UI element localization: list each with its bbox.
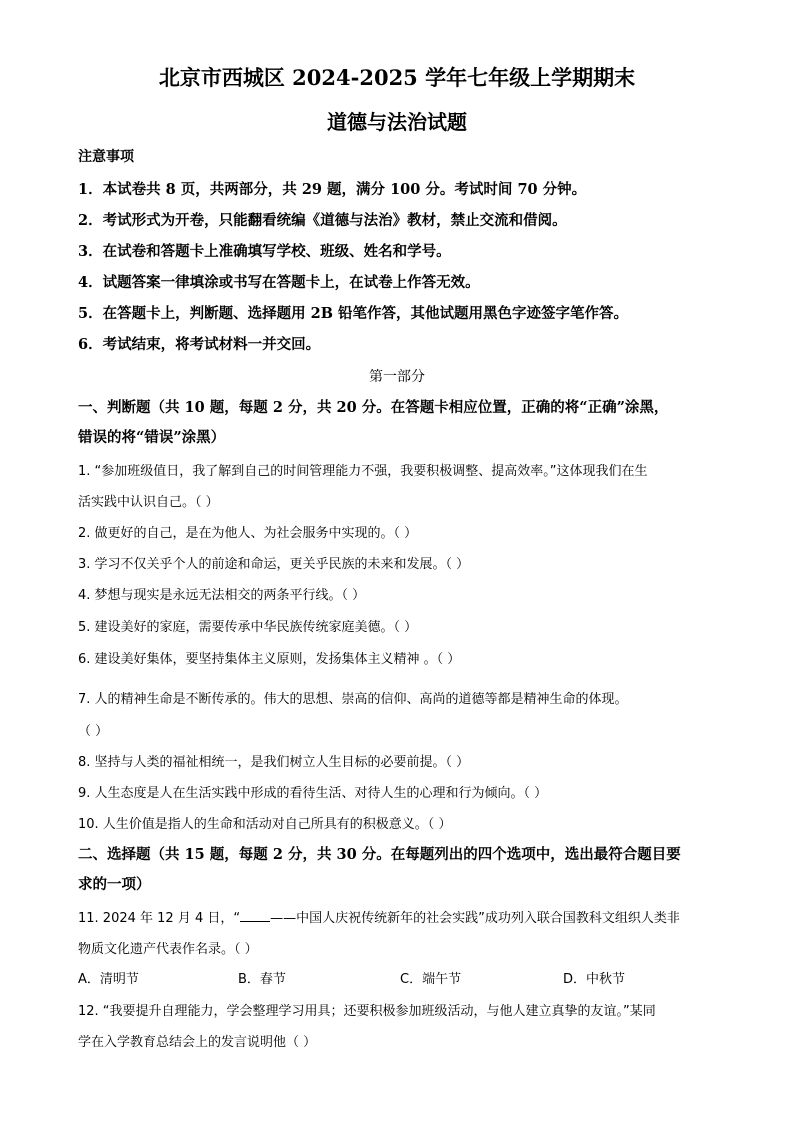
note-item: 1．本试卷共 8 页，共两部分，共 29 题，满分 100 分。考试时间 70 分钟。 (78, 181, 587, 198)
option-d: D．中秋节 (563, 972, 626, 987)
answer-blank (240, 909, 270, 922)
notes-heading: 注意事项 (78, 149, 134, 165)
note-item: 6．考试结束，将考试材料一并交回。 (78, 336, 321, 353)
question-4: 4. 梦想与现实是永远无法相交的两条平行线。（ ） (78, 588, 366, 603)
option-a: A．清明节 (78, 972, 139, 987)
section-two-heading-line2: 求的一项） (78, 876, 151, 893)
note-item: 3．在试卷和答题卡上准确填写学校、班级、姓名和学号。 (78, 243, 451, 260)
section-one-heading (78, 393, 723, 453)
section-two-heading (78, 840, 723, 900)
question-5: 5. 建设美好的家庭，需要传承中华民族传统家庭美德。（ ） (78, 620, 418, 635)
question-11-line1 (78, 907, 680, 926)
question-9: 9. 人生态度是人在生活实践中形成的看待生活、对待人生的心理和行为倾向。（ ） (78, 786, 548, 801)
section-one-heading-line2: 错误的将“错误”涂黑） (78, 429, 226, 446)
question-12-line1: 12. “我要提升自理能力，学会整理学习用具；还要积极参加班级活动，与他人建立真挚的友谊。”某同 (78, 1004, 656, 1019)
question-8: 8. 坚持与人类的福祉相统一，是我们树立人生目标的必要前提。（ ） (78, 755, 470, 770)
question-11-prefix: 11. 2024 年 12 月 4 日，“ (78, 911, 241, 926)
note-item: 2．考试形式为开卷，只能翻看统编《道德与法治》教材，禁止交流和借阅。 (78, 212, 567, 229)
option-b: B．春节 (238, 972, 286, 987)
question-7-line1: 7. 人的精神生命是不断传承的。伟大的思想、崇高的信仰、高尚的道德等都是精神生命的体现。 (78, 692, 628, 707)
question-7-line2: （ ） (78, 724, 109, 739)
question-11-line2: 物质文化遗产代表作名录。（ ） (78, 942, 258, 957)
question-2: 2. 做更好的自己，是在为他人、为社会服务中实现的。（ ） (78, 526, 418, 541)
question-12-line2: 学在入学教育总结会上的发言说明他（ ） (78, 1035, 317, 1050)
note-item: 4．试题答案一律填涂或书写在答题卡上，在试卷上作答无效。 (78, 274, 480, 291)
question-6: 6. 建设美好集体，要坚持集体主义原则，发扬集体主义精神 。（ ） (78, 652, 461, 667)
exam-subtitle: 道德与法治试题 (327, 110, 467, 134)
question-1-line1: 1. “参加班级值日，我了解到自己的时间管理能力不强，我要积极调整、提高效率。”这体现我们在生 (78, 464, 648, 479)
question-10: 10. 人生价值是指人的生命和活动对自己所具有的积极意义。（ ） (78, 817, 452, 832)
question-3: 3. 学习不仅关乎个人的前途和命运，更关乎民族的未来和发展。（ ） (78, 557, 470, 572)
exam-title: 北京市西城区 2024-2025 学年七年级上学期期末 (158, 65, 636, 90)
option-c: C．端午节 (400, 972, 462, 987)
question-1-line2: 活实践中认识自己。（ ） (78, 495, 219, 510)
note-item: 5．在答题卡上，判断题、选择题用 2B 铅笔作答，其他试题用黑色字迹签字笔作答。 (78, 305, 629, 322)
section-one-heading-line1: 一、判断题（共 10 题，每题 2 分，共 20 分。在答题卡相应位置，正确的将“正确”涂黑， (78, 399, 669, 416)
part-one-heading: 第一部分 (369, 369, 425, 385)
section-two-heading-line1: 二、选择题（共 15 题，每题 2 分，共 30 分。在每题列出的四个选项中，选出最符合题目要 (78, 846, 681, 863)
question-11-suffix: ——中国人庆祝传统新年的社会实践”成功列入联合国教科文组织人类非 (270, 911, 680, 926)
